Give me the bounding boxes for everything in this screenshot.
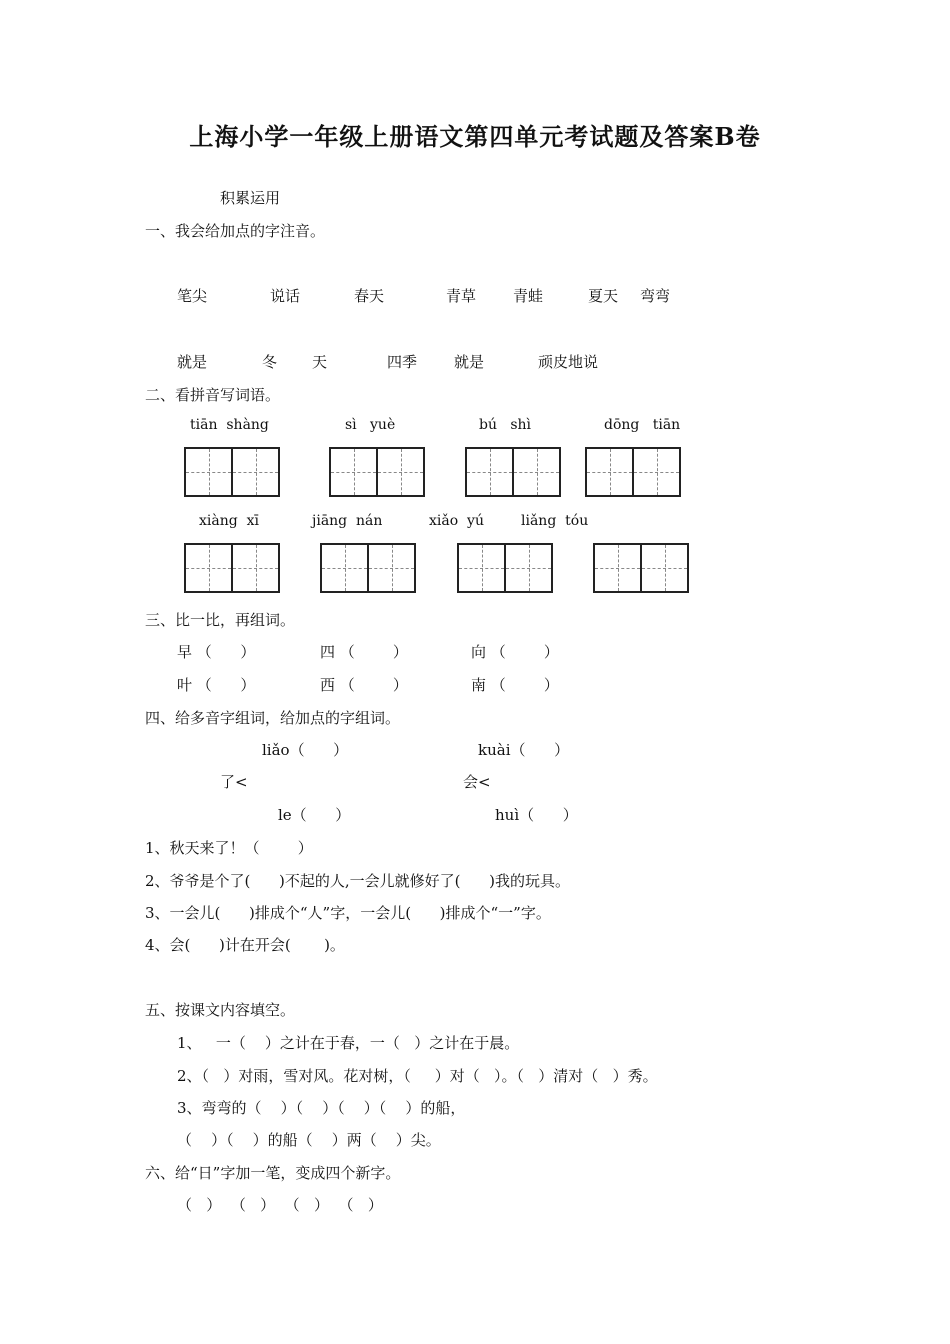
q3-item: 早 （ ）	[177, 643, 256, 661]
q2-label: 二、看拼音写词语。	[145, 386, 281, 404]
q5-item: （ ）（ ）的船（ ）两（ ）尖。	[177, 1131, 441, 1149]
q4-item: 2、爷爷是个了( )不起的人,一会儿就修好了( )我的玩具。	[145, 872, 570, 890]
q4-polyphone: kuài（ ）	[478, 741, 570, 759]
q4-polyphone: le（ ）	[278, 806, 351, 824]
q1-word: 冬	[262, 353, 278, 371]
q1-word: 春天	[354, 287, 385, 305]
q4-item: 4、会( )计在开会( )。	[145, 936, 345, 954]
writing-grid[interactable]	[593, 543, 689, 593]
writing-grid[interactable]	[585, 447, 681, 497]
q5-item: 3、弯弯的（ ）（ ）（ ）（ ）的船，	[177, 1099, 466, 1117]
section-heading: 积累运用	[220, 189, 281, 207]
q1-word: 弯弯	[640, 287, 671, 305]
q4-polyphone: liǎo（ ）	[262, 741, 349, 759]
q1-word: 就是	[454, 353, 485, 371]
q1-word: 天	[312, 353, 328, 371]
q5-item: 1、 一（ ）之计在于春，一（ ）之计在于晨。	[177, 1034, 520, 1052]
pinyin-prompt: jiāng nán	[312, 513, 383, 529]
q4-char: 会<	[463, 773, 491, 791]
q3-item: 叶 （ ）	[177, 676, 256, 694]
writing-grid[interactable]	[457, 543, 553, 593]
writing-grid[interactable]	[465, 447, 561, 497]
q4-label: 四、给多音字组词，给加点的字组词。	[145, 709, 401, 727]
q1-word: 四季	[387, 353, 418, 371]
q5-item: 2、（ ）对雨，雪对风。花对树，（ ）对（ ）。（ ）清对（ ）秀。	[177, 1067, 658, 1085]
q4-polyphone: huì（ ）	[495, 806, 578, 824]
q1-word: 就是	[177, 353, 208, 371]
q3-item: 向 （ ）	[471, 643, 559, 661]
q1-word: 青蛙	[513, 287, 544, 305]
pinyin-prompt: liǎng tóu	[521, 513, 589, 529]
q1-word: 青草	[446, 287, 477, 305]
pinyin-prompt: xiǎo yú	[429, 513, 484, 529]
q6-label: 六、给“日”字加一笔，变成四个新字。	[145, 1164, 401, 1182]
page-title: 上海小学一年级上册语文第四单元考试题及答案B卷	[189, 122, 761, 151]
q3-item: 西 （ ）	[320, 676, 408, 694]
q1-word: 笔尖	[177, 287, 208, 305]
q4-item: 1、秋天来了！（ ）	[145, 839, 313, 857]
pinyin-prompt: tiān shàng	[190, 417, 269, 433]
writing-grid[interactable]	[184, 447, 280, 497]
q3-item: 南 （ ）	[471, 676, 559, 694]
writing-grid[interactable]	[184, 543, 280, 593]
q3-label: 三、比一比，再组词。	[145, 611, 296, 629]
pinyin-prompt: sì yuè	[345, 417, 396, 433]
q1-word: 说话	[270, 287, 301, 305]
pinyin-prompt: xiàng xī	[199, 513, 259, 529]
pinyin-prompt: dōng tiān	[604, 417, 681, 433]
writing-grid[interactable]	[329, 447, 425, 497]
q1-word: 夏天	[588, 287, 619, 305]
q3-item: 四 （ ）	[320, 643, 408, 661]
q1-word: 顽皮地说	[538, 353, 599, 371]
q6-blanks: （ ） （ ） （ ） （ ）	[177, 1196, 383, 1214]
pinyin-prompt: bú shì	[479, 417, 532, 433]
q5-label: 五、按课文内容填空。	[145, 1001, 296, 1019]
q4-char: 了<	[220, 773, 248, 791]
q1-label: 一、我会给加点的字注音。	[145, 222, 326, 240]
writing-grid[interactable]	[320, 543, 416, 593]
q4-item: 3、一会儿( )排成个“人”字，一会儿( )排成个“一”字。	[145, 904, 551, 922]
